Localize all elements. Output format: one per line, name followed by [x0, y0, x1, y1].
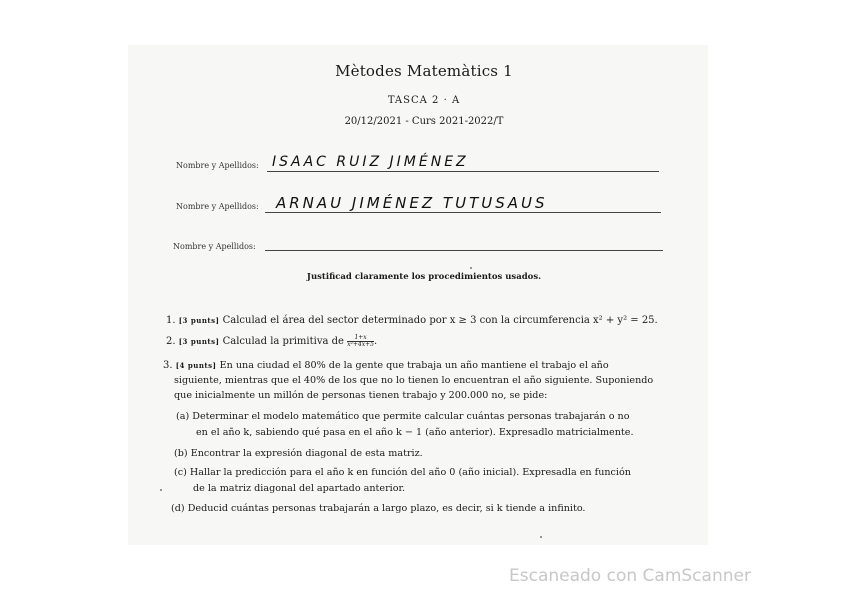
question-3-line-1 — [163, 358, 609, 373]
document-date: 20/12/2021 - Curs 2021-2022/T — [344, 116, 504, 127]
item-b — [174, 446, 423, 461]
name-label-2: Nombre y Apellidos: — [176, 202, 259, 211]
question-2-text: Calculad la primitiva de — [222, 336, 344, 347]
item-d-text: Deducid cuántas personas trabajarán a largo plazo, es decir, si k tiende a infinito. — [187, 503, 586, 514]
question-2-text-end: . — [374, 336, 378, 347]
name-value-1: ISAAC RUIZ JIMÉNEZ — [272, 154, 469, 170]
scan-speck — [160, 489, 162, 491]
name-label-1: Nombre y Apellidos: — [176, 161, 259, 170]
question-1-points: [3 punts] — [178, 316, 220, 325]
question-3-line-2: siguiente, mientras que el 40% de los que no lo tienen lo encuentran el año siguiente. Suponiendo — [174, 375, 654, 386]
name-underline-3 — [265, 250, 663, 251]
item-c-line-2: de la matriz diagonal del apartado anterior. — [193, 483, 406, 494]
question-3-points: [4 punts] — [175, 361, 217, 370]
question-2-points: [3 punts] — [178, 337, 220, 346]
question-2-number: 2. — [166, 336, 176, 347]
name-underline-1 — [267, 171, 659, 172]
name-label-3: Nombre y Apellidos: — [173, 242, 256, 251]
item-c-line-1 — [174, 465, 631, 480]
item-c-text-1: Hallar la predicción para el año k en función del año 0 (año inicial). Expresadla en función — [189, 467, 631, 478]
question-3-line-3: que inicialmente un millón de personas tienen trabajo y 200.000 no, se pide: — [174, 390, 548, 401]
name-value-2: ARNAU JIMÉNEZ TUTUSAUS — [276, 194, 548, 212]
item-a-line-2: en el año k, sabiendo qué pasa en el año k − 1 (año anterior). Expresadlo matricialmente. — [196, 427, 634, 438]
item-a-line-1 — [176, 409, 629, 424]
item-b-text: Encontrar la expresión diagonal de esta matriz. — [190, 448, 423, 459]
scan-speck — [540, 536, 542, 538]
item-a-text-1: Determinar el modelo matemático que permite calcular cuántas personas trabajarán o no — [192, 411, 630, 422]
fraction-denominator: x²+4x+5 — [347, 341, 374, 348]
question-3-number: 3. — [163, 360, 173, 371]
question-2 — [166, 334, 377, 349]
name-underline-2 — [265, 212, 661, 213]
instructions: Justificad claramente los procedimientos usados. — [306, 272, 542, 282]
camscanner-watermark: Escaneado con CamScanner — [509, 566, 751, 586]
question-1-number: 1. — [166, 315, 176, 326]
item-d-label: (d) — [171, 503, 185, 514]
scan-speck — [470, 267, 472, 269]
document-title: Mètodes Matemàtics 1 — [335, 62, 513, 80]
item-d — [171, 501, 586, 516]
item-b-label: (b) — [174, 448, 188, 459]
document-subtitle: TASCA 2 · A — [387, 95, 461, 106]
item-c-label: (c) — [174, 467, 187, 478]
item-a-label: (a) — [176, 411, 190, 422]
question-3-text-1: En una ciudad el 80% de la gente que trabaja un año mantiene el trabajo el año — [219, 360, 609, 371]
question-1-text: Calculad el área del sector determinado por x ≥ 3 con la circumferencia x² + y² = 25. — [222, 315, 658, 326]
question-1 — [166, 313, 658, 328]
question-2-fraction — [347, 335, 374, 348]
fraction-numerator: 1+x — [347, 335, 374, 342]
